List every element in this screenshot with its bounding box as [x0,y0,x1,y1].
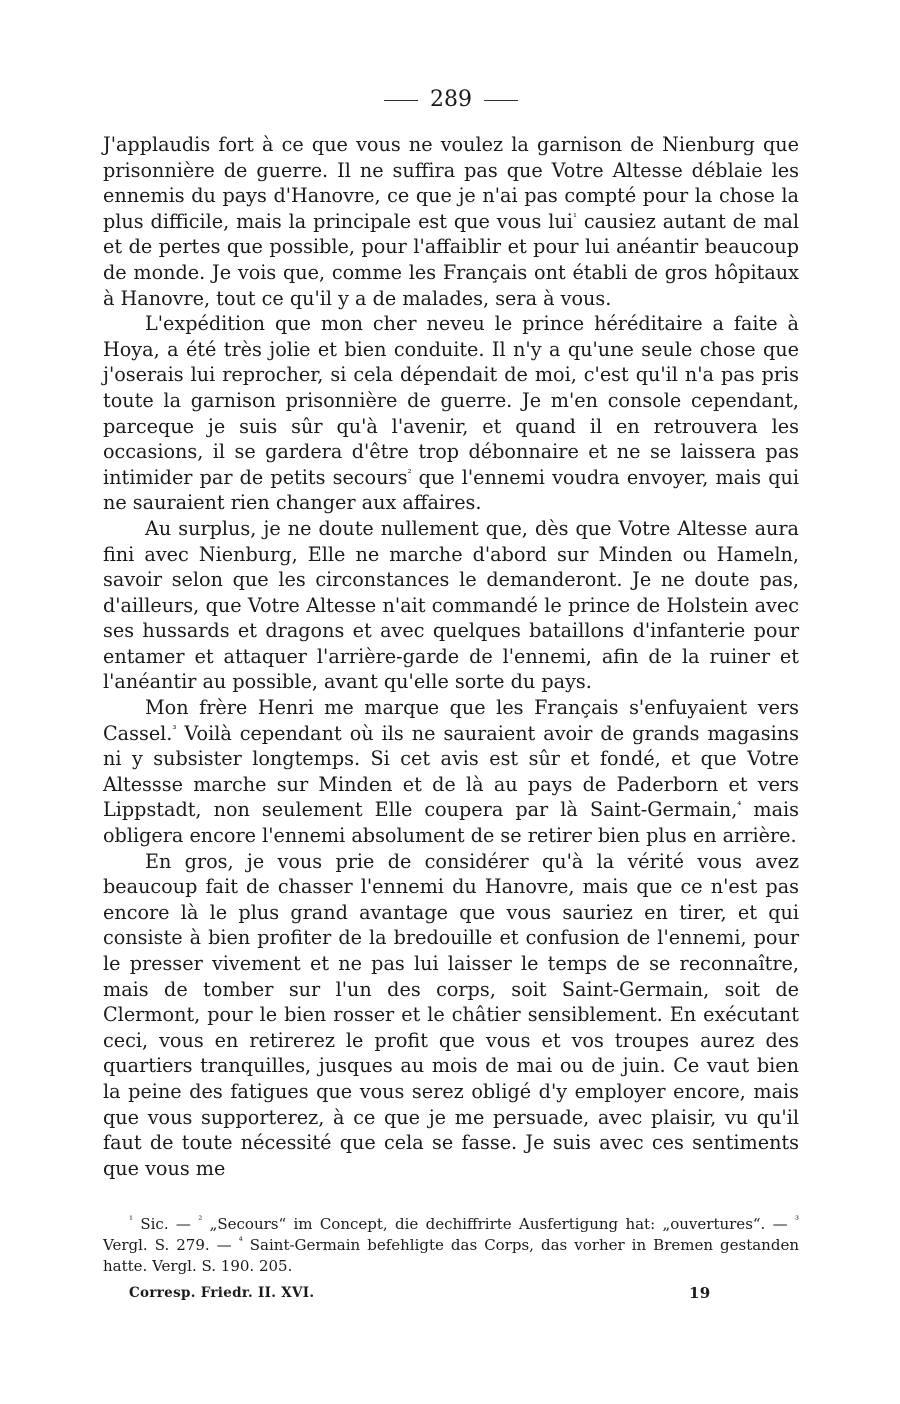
footnote-ref-4: ⁴ [737,801,742,813]
paragraph-1: J'applaudis fort à ce que vous ne voulez la garnison de Nienburg que prisonnière de guerre. Il ne suffira pas que Votre Altesse déblaie les ennemis du pays d'Hanovre, ce que je n'ai pas compté pour la chose la plus difficile, mais la principale est que vous lui$^{^1}$ causiez autant de mal et de pertes que possible, pour l'affaiblir et pour lui anéantir beaucoup de monde. Je vois que, comme les Français ont établi de gros hôpitaux à Hanovre, tout ce qu'il y a de malades, sera à vous. [103,133,800,310]
book-page [103,0,799,1404]
footnote-text-1: Sic. — [133,1215,199,1233]
footnote-marker-4: ⁴ [238,1236,243,1247]
sheet-number: 19 [689,1284,711,1302]
footnote-ref-3: ³ [172,724,177,736]
signature-mark: Corresp. Friedr. II. XVI. [129,1285,315,1301]
footnote-block [103,1214,799,1277]
footnotes [103,1214,799,1277]
footnote-marker-2: ² [198,1215,203,1226]
page-header [103,86,799,114]
paragraph-2: L'expédition que mon cher neveu le prince héréditaire a faite à Hoya, a été très jolie et bien conduite. Il n'y a qu'une seule chose que j'oserais lui reprocher, si cela dépendait de moi, c'est qu'il n'a pas pris toute la garnison prisonnière de guerre. Je m'en console cependant, parceque je suis sûr qu'à l'avenir, et quand il en retrouvera les occasions, il se gardera d'être trop débonnaire et ne se laissera pas intimider par de petits secours$^{^2}$ que l'ennemi voudra envoyer, mais qui ne sauraient rien changer aux affaires. [103,312,799,515]
letter-body [103,132,799,1181]
footnote-text-2: „Secours“ im Concept, die dechiffrirte Ausfertigung hat: „ouvertures“. — [202,1215,795,1233]
footnote-text-4: Saint-Germain befehligte das Corps, das vorher in Bremen gestanden hatte. Vergl. S. 190. 205. [103,1236,799,1275]
header-rule-left [384,100,418,101]
paragraph-5: En gros, je vous prie de considérer qu'à la vérité vous avez beaucoup fait de chasser l'ennemi du Hanovre, mais que ce n'est pas encore là le plus grand avantage que vous sauriez en tirer, et qui consiste à bien profiter de la bredouille et confusion de l'ennemi, pour le presser vivement et ne pas lui laisser le temps de se reconnaître, mais de tomber sur l'un des corps, soit Saint-Germain, soit de Clermont, pour le bien rosser et le châtier sensiblement. En exécutant ceci, vous en retirerez le profit que vous et vos troupes aurez des quartiers tranquilles, jusques au mois de mai ou de juin. Ce vaut bien la peine des fatigues que vous serez obligé d'y employer encore, mais que vous supporterez, à ce que je me persuade, avec plaisir, vu qu'il faut de toute nécessité que cela se fasse. Je suis avec ces sentiments que vous me [103,849,799,1180]
page-number: 289 [430,87,472,112]
paragraph-4: Mon frère Henri me marque que les Français s'enfuyaient vers Cassel.$^{^3}$ Voilà cependant où ils ne sauraient avoir de grands magasins ni y subsister longtemps. Si cet avis est sûr et fondé, et que Votre Altessse marche sur Minden et de là au pays de Paderborn et vers Lippstadt, non seulement Elle coupera par là Saint-Germain,$^{^4}$ mais obligera encore l'ennemi absolument de se retirer bien plus en arrière. [103,696,799,848]
footnote-text-3: Vergl. S. 279. — [103,1236,239,1254]
footnote-marker-3: ³ [794,1215,799,1226]
footnote-ref-1: ¹ [572,212,577,224]
footnote-marker-1: ¹ [129,1215,134,1226]
paragraph-3: Au surplus, je ne doute nullement que, dès que Votre Altesse aura fini avec Nienburg, Elle ne marche d'abord sur Minden ou Hameln, savoir selon que les circonstances le demanderont. Je ne doute pas, d'ailleurs, que Votre Altesse n'ait commandé le prince de Holstein avec ses hussards et dragons et avec quelques bataillons d'infanterie pour entamer et attaquer l'arrière-garde de l'ennemi, afin de la ruiner et l'anéantir au possible, avant qu'elle sorte du pays. [103,516,799,694]
footnote-ref-2: ² [407,468,412,480]
header-rule-right [484,100,518,101]
